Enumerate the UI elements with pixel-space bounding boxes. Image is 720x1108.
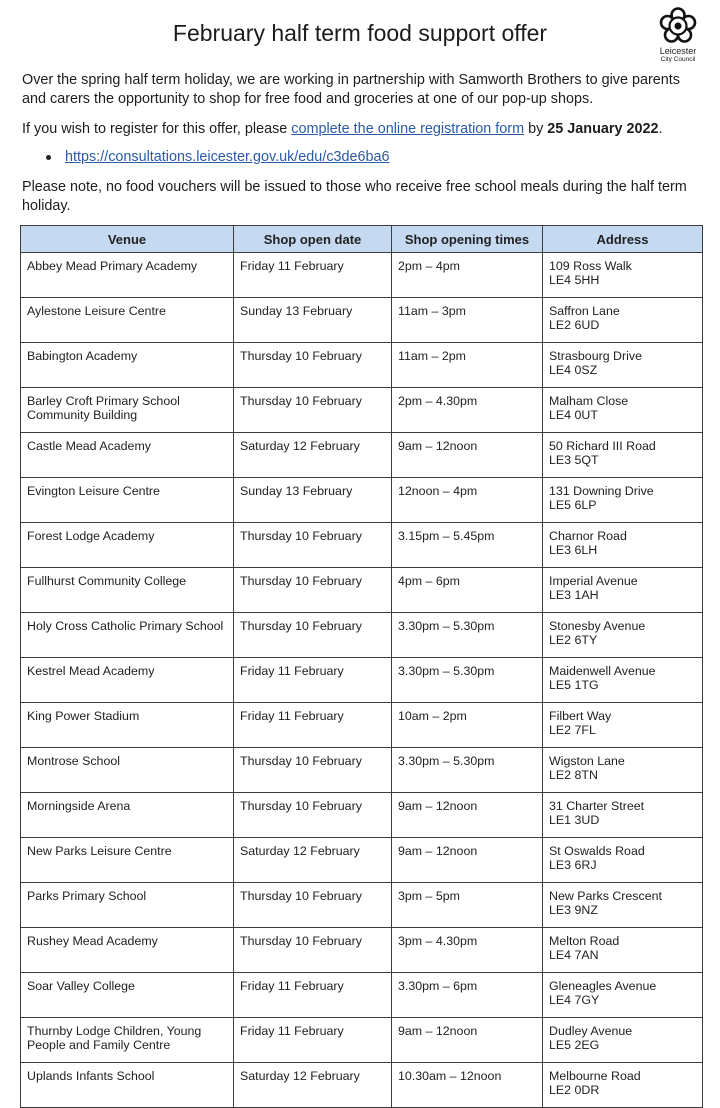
table-row [21,298,703,343]
table-row [21,478,703,523]
table-row [21,433,703,478]
consultation-url-link[interactable]: https://consultations.leicester.gov.uk/edu/c3de6ba6 [65,149,390,165]
table-row [21,388,703,433]
logo-line-1: Leicester [659,46,697,56]
date-cell: Thursday 10 February [234,388,392,433]
intro-paragraph: Over the spring half term holiday, we are working in partnership with Samworth Brothers to give parents and carers the opportunity to shop for free food and groceries at one of our pop-up shops. [22,72,681,107]
address-cell: Filbert Way LE2 7FL [543,703,703,748]
url-bullet [46,149,390,165]
table-row [21,253,703,298]
table-row [21,748,703,793]
table-row [21,343,703,388]
time-cell: 9am – 12noon [392,433,543,478]
page-title: February half term food support offer [172,20,548,46]
venue-cell: Montrose School [21,748,234,793]
time-cell: 3.30pm – 5.30pm [392,748,543,793]
address-cell: Wigston Lane LE2 8TN [543,748,703,793]
venue-cell: Rushey Mead Academy [21,928,234,973]
date-cell: Thursday 10 February [234,343,392,388]
time-cell: 3pm – 4.30pm [392,928,543,973]
time-cell: 11am – 2pm [392,343,543,388]
venue-cell: Fullhurst Community College [21,568,234,613]
table-row [21,1063,703,1108]
time-cell: 3.30pm – 5.30pm [392,658,543,703]
table-row [21,568,703,613]
venue-table [20,225,703,1108]
date-cell: Sunday 13 February [234,298,392,343]
address-cell: Strasbourg Drive LE4 0SZ [543,343,703,388]
time-cell: 2pm – 4pm [392,253,543,298]
register-text-before: If you wish to register for this offer, please [22,121,292,137]
venue-cell: Aylestone Leisure Centre [21,298,234,343]
venue-cell: New Parks Leisure Centre [21,838,234,883]
address-cell: Gleneagles Avenue LE4 7GY [543,973,703,1018]
header-times: Shop opening times [392,226,543,253]
date-cell: Friday 11 February [234,1018,392,1063]
venue-cell: Forest Lodge Academy [21,523,234,568]
date-cell: Friday 11 February [234,253,392,298]
register-paragraph [22,120,702,139]
address-cell: Imperial Avenue LE3 1AH [543,568,703,613]
date-cell: Thursday 10 February [234,523,392,568]
date-cell: Friday 11 February [234,973,392,1018]
address-cell: Maidenwell Avenue LE5 1TG [543,658,703,703]
address-cell: Dudley Avenue LE5 2EG [543,1018,703,1063]
address-cell: Melton Road LE4 7AN [543,928,703,973]
date-cell: Friday 11 February [234,658,392,703]
table-row [21,838,703,883]
table-row [21,523,703,568]
table-row [21,613,703,658]
time-cell: 12noon – 4pm [392,478,543,523]
address-cell: 50 Richard III Road LE3 5QT [543,433,703,478]
deadline-date: 25 January 2022 [547,121,659,137]
time-cell: 9am – 12noon [392,793,543,838]
address-cell: 131 Downing Drive LE5 6LP [543,478,703,523]
address-cell: 109 Ross Walk LE4 5HH [543,253,703,298]
table-header-row [21,226,703,253]
address-cell: 31 Charter Street LE1 3UD [543,793,703,838]
venue-cell: Abbey Mead Primary Academy [21,253,234,298]
venue-cell: Morningside Arena [21,793,234,838]
date-cell: Sunday 13 February [234,478,392,523]
time-cell: 11am – 3pm [392,298,543,343]
table-row [21,658,703,703]
venue-cell: Castle Mead Academy [21,433,234,478]
venue-cell: Holy Cross Catholic Primary School [21,613,234,658]
header-date: Shop open date [234,226,392,253]
time-cell: 10am – 2pm [392,703,543,748]
address-cell: Melbourne Road LE2 0DR [543,1063,703,1108]
date-cell: Friday 11 February [234,703,392,748]
council-logo [648,6,708,64]
date-cell: Saturday 12 February [234,433,392,478]
address-cell: St Oswalds Road LE3 6RJ [543,838,703,883]
date-cell: Saturday 12 February [234,838,392,883]
venue-cell: Kestrel Mead Academy [21,658,234,703]
date-cell: Thursday 10 February [234,613,392,658]
logo-line-2: City Council [660,56,696,63]
address-cell: Malham Close LE4 0UT [543,388,703,433]
venue-cell: King Power Stadium [21,703,234,748]
time-cell: 3.30pm – 5.30pm [392,613,543,658]
time-cell: 10.30am – 12noon [392,1063,543,1108]
time-cell: 4pm – 6pm [392,568,543,613]
date-cell: Thursday 10 February [234,748,392,793]
venue-cell: Soar Valley College [21,973,234,1018]
time-cell: 9am – 12noon [392,1018,543,1063]
date-cell: Thursday 10 February [234,928,392,973]
time-cell: 9am – 12noon [392,838,543,883]
register-text-after: . [658,121,663,137]
date-cell: Thursday 10 February [234,883,392,928]
table-row [21,883,703,928]
venue-cell: Barley Croft Primary School Community Building [21,388,234,433]
header-address: Address [543,226,703,253]
venue-cell: Uplands Infants School [21,1063,234,1108]
registration-form-link[interactable]: complete the online registration form [291,121,525,137]
time-cell: 3.15pm – 5.45pm [392,523,543,568]
date-cell: Saturday 12 February [234,1063,392,1108]
table-row [21,703,703,748]
table-row [21,793,703,838]
header-venue: Venue [21,226,234,253]
address-cell: Charnor Road LE3 6LH [543,523,703,568]
address-cell: Saffron Lane LE2 6UD [543,298,703,343]
note-paragraph: Please note, no food vouchers will be issued to those who receive free school meals during the half term holiday. [22,179,687,214]
venue-cell: Evington Leisure Centre [21,478,234,523]
table-row [21,1018,703,1063]
date-cell: Thursday 10 February [234,568,392,613]
table-row [21,928,703,973]
time-cell: 3.30pm – 6pm [392,973,543,1018]
venue-cell: Babington Academy [21,343,234,388]
time-cell: 3pm – 5pm [392,883,543,928]
address-cell: New Parks Crescent LE3 9NZ [543,883,703,928]
bullet-icon [46,155,51,160]
venue-cell: Thurnby Lodge Children, Young People and Family Centre [21,1018,234,1063]
venue-cell: Parks Primary School [21,883,234,928]
register-text-middle: by [524,121,548,137]
address-cell: Stonesby Avenue LE2 6TY [543,613,703,658]
time-cell: 2pm – 4.30pm [392,388,543,433]
rose-icon [658,6,698,46]
date-cell: Thursday 10 February [234,793,392,838]
